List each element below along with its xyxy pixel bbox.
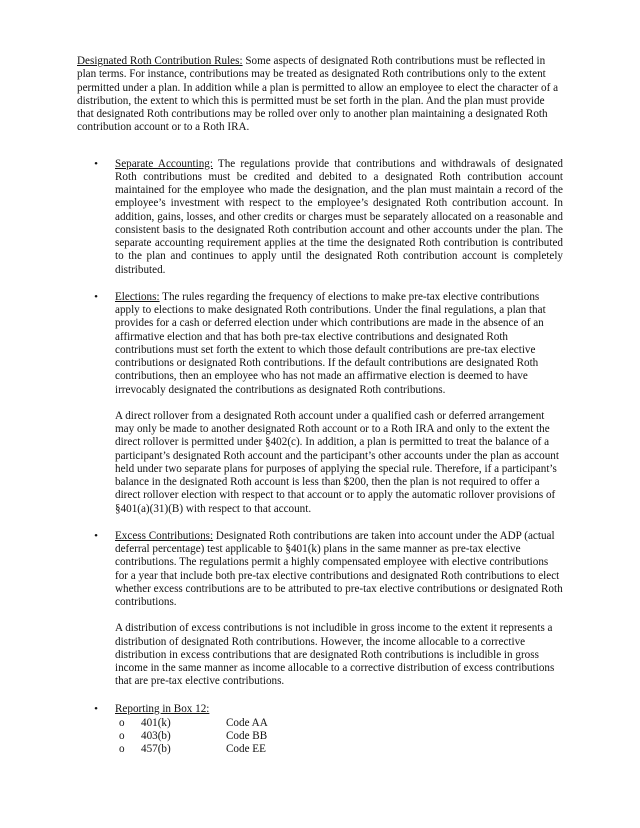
sub-bullet-icon: o [119,730,125,742]
bullet-text: Designated Roth contributions are taken into account under the ADP (actual deferral percentage) test applicable to §401(k) plans in the same manner as pre-tax elective contributions. The regulations permit a highly compensated employee with elective contributions for a year that include both pre-tax elective contributions and designated Roth contributions to elect whether excess contributions are to be attributed to pre-tax elective contributions or designated Roth contributions. [115,529,563,608]
sub-bullet-icon: o [119,743,125,756]
bullet-elections [77,291,563,516]
plan-type: 457(b) [141,743,171,756]
bullet-paragraph [115,530,563,610]
bullet-paragraph: A distribution of excess contributions is not includible in gross income to the extent it represents a distribution of designated Roth contributions. However, the income allocable to a corrective distribution in excess contributions that are designated Roth contributions is includible in gross income in the same manner as income allocable to a corrective distribution of excess contributions that are pre-tax elective contributions. [115,622,555,688]
list-item [115,730,563,743]
list-item [115,717,563,730]
bullet-paragraph [115,703,563,716]
sub-bullet-icon: o [119,716,125,729]
bullet-paragraph [115,291,563,397]
bullet-excess-contributions [77,530,563,689]
bullet-heading: Elections: [115,290,160,303]
bullet-heading: Excess Contributions: [115,529,214,542]
box-12-code: Code BB [226,730,268,742]
bullet-icon: • [94,529,98,542]
reporting-codes-list [115,717,563,757]
bullet-icon: • [94,702,98,715]
document-page [77,55,563,771]
bullet-text: The regulations provide that contributions and withdrawals of designated Roth contributions must be credited and debited to a designated Roth contribution account maintained for the employee who made the designation, and the plan must maintain a record of the employee’s investment with respect to the employee’s designated Roth contribution account. In addition, gains, losses, and other credits or charges must be separately allocated on a reasonable and consistent basis to the designated Roth contribution account and other accounts under the plan. The separate accounting requirement applies at the time the designated Roth contribution is contributed to the plan and continues to apply until the designated Roth contribution account is completely distributed. [115,157,563,276]
intro-heading: Designated Roth Contribution Rules: [77,55,243,67]
intro-paragraph [77,55,563,135]
box-12-code: Code AA [226,716,268,729]
bullet-text: The rules regarding the frequency of elections to make pre-tax elective contributions apply to elections to make designated Roth contributions. Under the final regulations, a plan that provides for a cash or deferred election under which contributions are made in the absence of an affirmative election and that has both pre-tax elective contributions and designated Roth contributions must set forth the extent to which those default contributions are pre-tax elective contributions or designated Roth contributions. If the default contributions are designated Roth contributions, then an employee who has not made an affirmative election is deemed to have irrevocably designated the contributions as designated Roth contributions. [115,290,546,396]
bullet-heading: Reporting in Box 12: [115,702,210,715]
bullet-reporting [77,703,563,757]
plan-type: 401(k) [141,716,171,729]
box-12-code: Code EE [226,743,266,756]
plan-type: 403(b) [141,730,171,742]
list-item [115,743,563,756]
bullet-icon: • [94,157,98,170]
bullet-heading: Separate Accounting: [115,157,213,170]
bullet-paragraph: A direct rollover from a designated Roth account under a qualified cash or deferred arrangement may only be made to another designated Roth account or to a Roth IRA and only to the extent the direct rollover is permitted under §402(c). In addition, a plan is permitted to treat the balance of a participant’s designated Roth account and the participant’s other accounts under the plan as account held under two separate plans for purposes of applying the special rule. Therefore, if a participant’s balance in the designated Roth account is less than $200, then the plan is not required to offer a direct rollover election with respect to that account or to apply the automatic rollover provisions of §401(a)(31)(B) with respect to that account. [115,409,559,515]
bullet-separate-accounting [77,158,563,277]
bullet-paragraph [115,158,563,277]
intro-text: Some aspects of designated Roth contributions must be reflected in plan terms. For instance, contributions may be treated as designated Roth contributions only to the extent permitted under a plan. In addition while a plan is permitted to allow an employee to elect the character of a distribution, the extent to which this is permitted must be set forth in the plan. And the plan must provide that designated Roth contributions may be rolled over only to another plan maintaining a designated Roth contribution account or to a Roth IRA. [77,55,559,134]
bullet-icon: • [94,290,98,303]
